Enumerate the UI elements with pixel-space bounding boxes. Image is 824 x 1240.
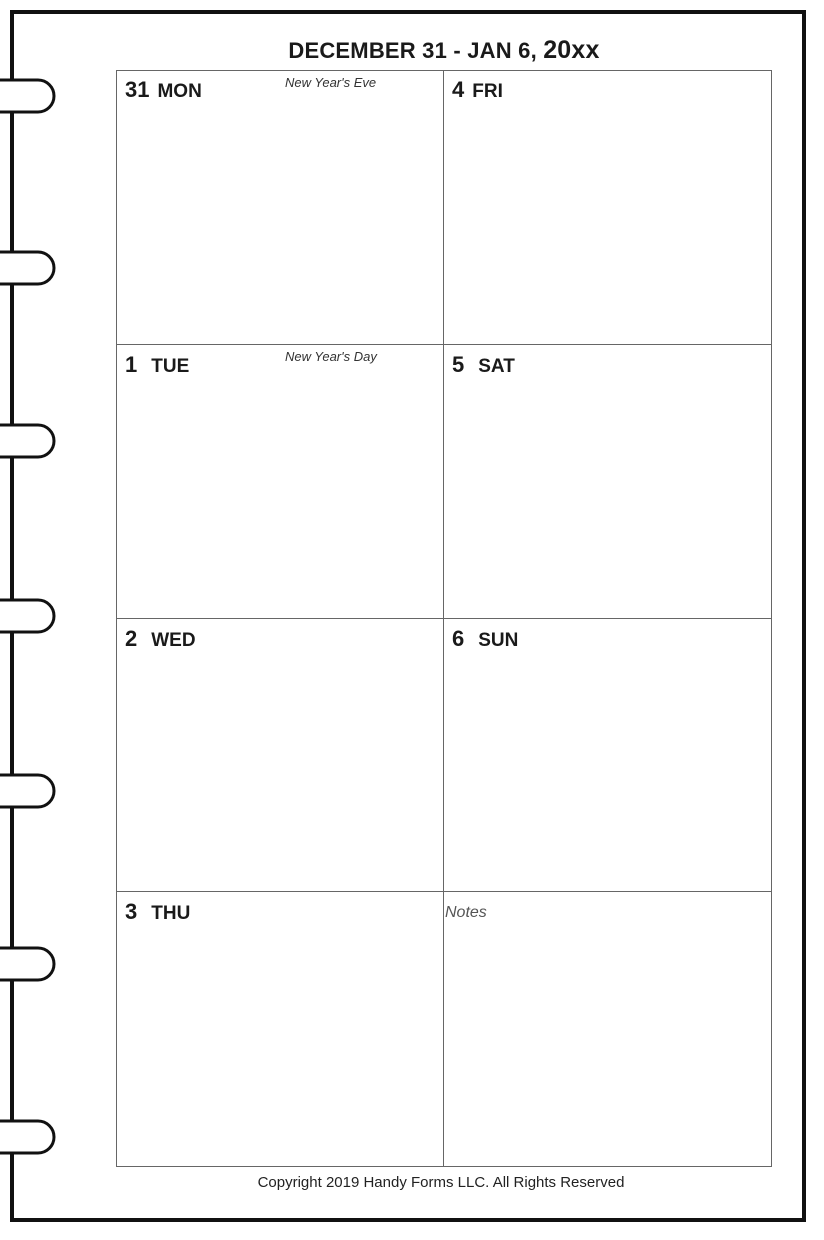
day-header — [452, 626, 518, 652]
day-cell-sun[interactable] — [444, 619, 771, 893]
day-cell-tue[interactable] — [117, 345, 444, 619]
day-header — [125, 899, 190, 925]
day-number: 4 — [452, 77, 465, 102]
day-header — [125, 626, 196, 652]
day-name: WED — [151, 629, 196, 651]
page-title — [116, 36, 772, 65]
notes-cell[interactable] — [444, 892, 771, 1166]
day-header — [452, 77, 503, 103]
holiday-label: New Year's Eve — [285, 75, 377, 90]
day-header — [125, 77, 202, 103]
notes-label: Notes — [445, 904, 487, 922]
day-number: 5 — [452, 351, 465, 377]
day-header — [452, 352, 515, 378]
day-name: FRI — [472, 81, 503, 102]
day-number: 3 — [125, 899, 138, 925]
day-cell-fri[interactable] — [444, 71, 771, 345]
day-number: 2 — [125, 625, 138, 651]
day-name: TUE — [151, 355, 190, 377]
title-dates: DECEMBER 31 - JAN 6, — [288, 38, 537, 63]
day-cell-wed[interactable] — [117, 619, 444, 893]
day-header — [125, 352, 189, 378]
day-cell-sat[interactable] — [444, 345, 771, 619]
day-number: 1 — [125, 351, 138, 377]
day-cell-thu[interactable] — [117, 892, 444, 1166]
day-name: THU — [151, 903, 191, 925]
title-year: 20xx — [543, 36, 600, 64]
day-name: MON — [157, 81, 202, 102]
day-name: SAT — [478, 355, 515, 377]
copyright-footer: Copyright 2019 Handy Forms LLC. All Rights Reserved — [257, 1174, 625, 1191]
binder-holes — [0, 0, 80, 1240]
week-grid — [116, 70, 772, 1167]
day-cell-mon[interactable] — [117, 71, 444, 345]
day-number: 6 — [452, 625, 465, 651]
holiday-label: New Year's Day — [285, 348, 377, 364]
day-number: 31 — [125, 77, 150, 102]
day-name: SUN — [478, 629, 519, 651]
